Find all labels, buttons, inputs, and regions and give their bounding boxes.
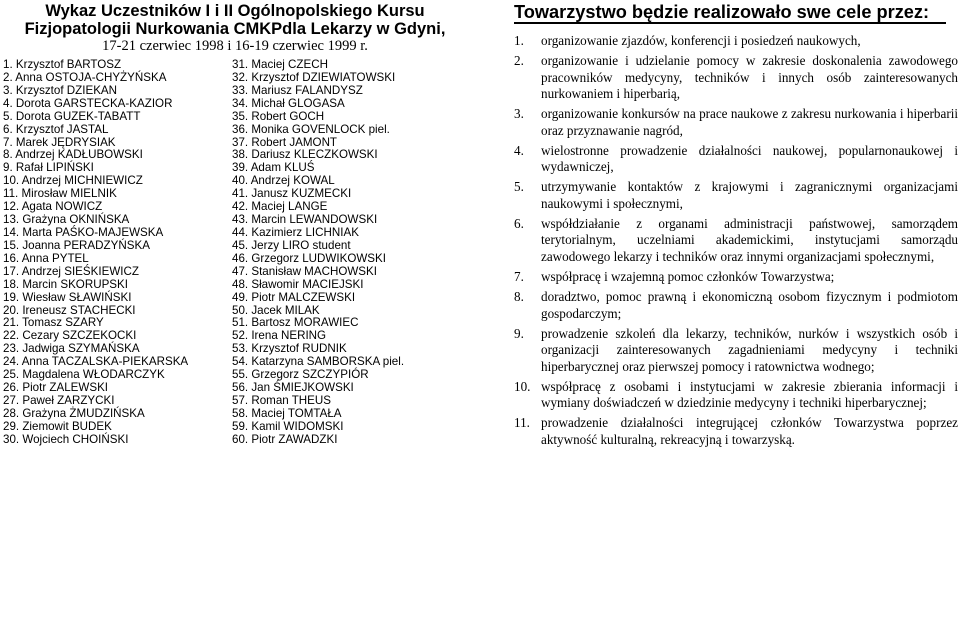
participant-entry: 55. Grzegorz SZCZYPIÓR	[232, 368, 369, 382]
participant-entry: 21. Tomasz SZARY	[3, 316, 104, 330]
participant-entry: 14. Marta PAŚKO-MAJEWSKA	[3, 225, 164, 239]
participant-entry: 23. Jadwiga SZYMAŃSKA	[3, 342, 140, 356]
society-goals-list	[514, 33, 958, 452]
goal-number: 1.	[514, 33, 524, 48]
participant-entry: 48. Sławomir MACIEJSKI	[232, 277, 364, 291]
participant-entry: 41. Janusz KUZMECKI	[232, 187, 352, 201]
participant-entry: 56. Jan ŚMIEJKOWSKI	[232, 381, 354, 395]
participant-entry: 5. Dorota GUZEK-TABATT	[3, 109, 141, 123]
goal-item	[514, 289, 958, 322]
participant-entry: 30. Wojciech CHOIŃSKI	[3, 432, 129, 446]
goal-text: doradztwo, pomoc prawną i ekonomiczną osobom fizycznym i podmiotom gospodarczym;	[541, 289, 958, 321]
course-dates: 17-21 czerwiec 1998 i 16-19 czerwiec 1999 r.	[102, 38, 368, 54]
goal-number: 7.	[514, 269, 524, 285]
participant-entry: 6. Krzysztof JASTAL	[3, 122, 109, 136]
participant-entry: 13. Grażyna OKNIŃSKA	[3, 213, 130, 227]
participant-entry: 4. Dorota GARSTECKA-KAZIOR	[3, 96, 173, 110]
participants-list-left	[3, 59, 188, 447]
participant-entry: 46. Grzegorz LUDWIKOWSKI	[232, 251, 386, 265]
participant-entry: 24. Anna TACZALSKA-PIEKARSKA	[3, 355, 189, 369]
goal-text: prowadzenie działalności integrującej członków Towarzystwa poprzez aktywność kulturalną, rekreacyjną i towarzyską.	[541, 415, 958, 447]
goal-item	[514, 179, 958, 212]
goal-text: utrzymywanie kontaktów z krajowymi i zagranicznymi organizacjami naukowymi i społecznymi,	[541, 179, 958, 211]
goal-text: prowadzenie szkoleń dla lekarzy, techników, nurków i wszystkich osób i organizacji zainteresowanych zagadnieniami medycyny i techniki hiperbarycznej oraz pierwszej pomocy i ratownictwa wodnego;	[541, 325, 958, 374]
participant-entry: 43. Marcin LEWANDOWSKI	[232, 213, 378, 227]
participant-entry: 16. Anna PYTEL	[3, 251, 89, 265]
participant-entry: 12. Agata NOWICZ	[3, 200, 103, 214]
goal-item	[514, 379, 958, 412]
participants-list-right	[232, 59, 404, 447]
document-title-line-2: Fizjopatologii Nurkowania CMKPdla Lekarzy w Gdyni,	[24, 20, 446, 38]
participant-entry: 54. Katarzyna SAMBORSKA piel.	[232, 355, 405, 369]
participant-entry: 17. Andrzej SIEŚKIEWICZ	[3, 264, 139, 278]
document-title-line-1: Wykaz Uczestników I i II Ogólnopolskiego Kursu	[45, 2, 425, 20]
participant-entry: 60. Piotr ZAWADZKI	[232, 432, 338, 446]
participant-entry: 52. Irena NERING	[232, 329, 327, 343]
goal-number: 2.	[514, 53, 524, 69]
participant-entry: 25. Magdalena WŁODARCZYK	[3, 368, 165, 382]
goal-number: 10.	[514, 378, 531, 394]
participant-entry: 15. Joanna PERADZYŃSKA	[3, 238, 150, 252]
goal-number: 9.	[514, 325, 524, 341]
participant-entry: 26. Piotr ZALEWSKI	[3, 381, 109, 395]
participant-entry: 28. Grażyna ŻMUDZIŃSKA	[3, 406, 145, 420]
goal-text: współdziałanie z organami administracji państwowej, samorządem terytorialnym, uczelniami akademickimi, instytucjami samorządu zawodowego lekarzy i techników oraz innymi organizacjami społecznymi,	[541, 215, 958, 264]
participant-entry: 18. Marcin SKORUPSKI	[3, 277, 128, 291]
participant-entry: 11. Mirosław MIELNIK	[3, 187, 117, 201]
goal-item	[514, 53, 958, 103]
goal-number: 6.	[514, 215, 524, 231]
participant-entry: 31. Maciej CZECH	[232, 58, 328, 71]
participant-entry: 47. Stanisław MACHOWSKI	[232, 264, 377, 278]
participant-entry: 3. Krzysztof DZIEKAN	[3, 83, 118, 97]
goal-number: 8.	[514, 289, 524, 305]
goal-item	[514, 415, 958, 448]
participant-entry: 59. Kamil WIDOMSKI	[232, 419, 344, 433]
goal-text: współpracę i wzajemną pomoc członków Towarzystwa;	[541, 269, 835, 285]
participant-entry: 50. Jacek MILAK	[232, 303, 320, 317]
participant-entry: 45. Jerzy LIRO student	[232, 238, 351, 252]
goal-text: organizowanie konkursów na prace naukowe z zakresu nurkowania i hiperbarii oraz przyznawanie nagród,	[541, 106, 958, 138]
participant-entry: 40. Andrzej KOWAL	[232, 174, 335, 188]
goal-number: 5.	[514, 179, 524, 195]
goal-text: organizowanie i udzielanie pomocy w zakresie doskonalenia zawodowego pracowników medycyny, techników i innych osób zainteresowanych nurkowaniem i hiperbarią,	[541, 53, 958, 102]
participant-entry: 8. Andrzej KADŁUBOWSKI	[3, 148, 143, 162]
participant-entry: 37. Robert JAMONT	[232, 135, 338, 149]
participant-entry: 9. Rafał LIPIŃSKI	[3, 161, 94, 175]
participant-entry: 20. Ireneusz STACHECKI	[3, 303, 136, 317]
participant-entry: 29. Ziemowit BUDEK	[3, 419, 112, 433]
goal-item	[514, 216, 958, 266]
goal-item	[514, 33, 958, 50]
participant-entry: 38. Dariusz KLECZKOWSKI	[232, 148, 378, 162]
participant-entry: 36. Monika GOVENLOCK piel.	[232, 122, 390, 136]
participant-entry: 27. Paweł ZARZYCKI	[3, 393, 115, 407]
document-header	[0, 0, 470, 55]
participant-entry: 1. Krzysztof BARTOSZ	[3, 58, 122, 71]
goal-number: 4.	[514, 142, 524, 158]
goal-item	[514, 269, 958, 286]
participant-entry: 34. Michał GLOGASA	[232, 96, 345, 110]
participant-entry: 35. Robert GOCH	[232, 109, 325, 123]
goal-text: wielostronne prowadzenie działalności naukowej, popularnonaukowej i wydawniczej,	[541, 142, 958, 175]
goal-text: organizowanie zjazdów, konferencji i posiedzeń naukowych,	[541, 33, 861, 48]
society-goals-page	[514, 0, 960, 644]
participant-entry: 33. Mariusz FALANDYSZ	[232, 83, 363, 97]
participant-entry: 32. Krzysztof DZIEWIATOWSKI	[232, 70, 396, 84]
goal-item	[514, 326, 958, 376]
participant-entry: 19. Wiesław SŁAWIŃSKI	[3, 290, 132, 304]
participant-entry: 2. Anna OSTOJA-CHYŻYŃSKA	[3, 70, 167, 84]
participant-entry: 57. Roman THEUS	[232, 393, 332, 407]
participant-entry: 44. Kazimierz LICHNIAK	[232, 225, 359, 239]
goal-item	[514, 143, 958, 176]
participant-entry: 49. Piotr MALCZEWSKI	[232, 290, 356, 304]
participant-entry: 7. Marek JĘDRYSIAK	[3, 135, 116, 149]
participant-entry: 53. Krzysztof RUDNIK	[232, 342, 347, 356]
title-underline	[514, 22, 946, 24]
participant-entry: 58. Maciej TOMTAŁA	[232, 406, 342, 420]
goal-text: współpracę z osobami i instytucjami w zakresie zbierania informacji i wymiany doświadczeń w dziedzinie medycyny i techniki hiperbarycznej;	[541, 378, 958, 411]
participant-entry: 39. Adam KLUŚ	[232, 161, 315, 175]
society-goals-title: Towarzystwo będzie realizowało swe cele przez:	[514, 2, 930, 22]
participant-entry: 42. Maciej LANGE	[232, 200, 328, 214]
goal-number: 11.	[514, 415, 530, 431]
participant-entry: 22. Cezary SZCZEKOCKI	[3, 329, 137, 343]
participant-entry: 10. Andrzej MICHNIEWICZ	[3, 174, 143, 188]
goal-number: 3.	[514, 106, 524, 122]
goal-item	[514, 106, 958, 139]
participant-entry: 51. Bartosz MORAWIEC	[232, 316, 359, 330]
